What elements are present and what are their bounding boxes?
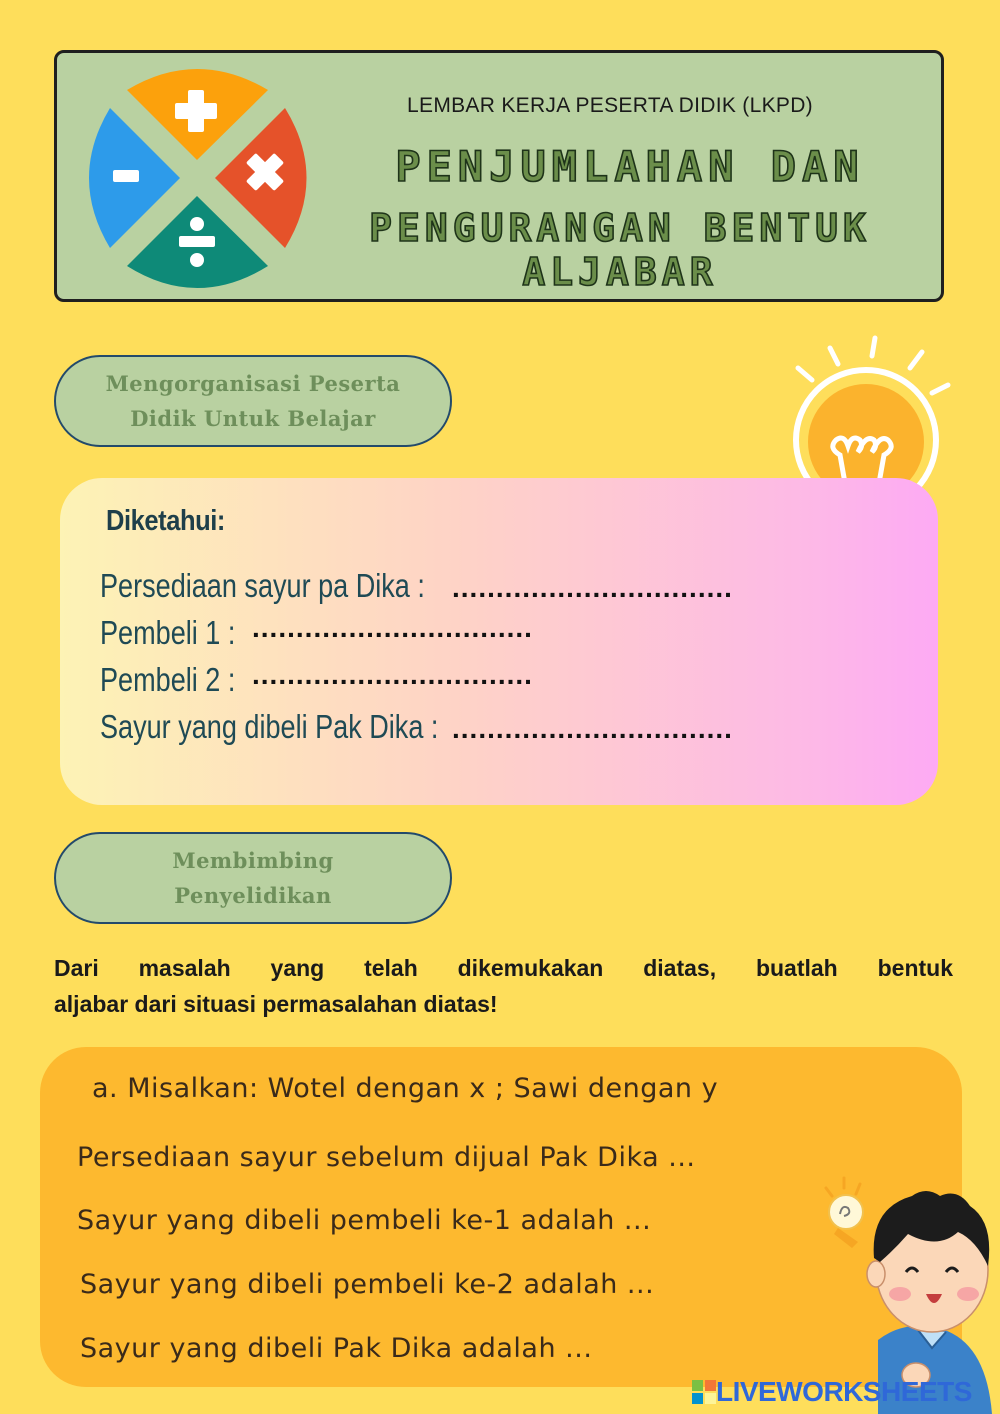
known-item-blank[interactable]: ................................ (252, 659, 533, 690)
section-pill-label: Mengorganisasi Peserta Didik Untuk Belajar (105, 371, 401, 431)
math-operations-logo-icon (80, 60, 315, 300)
worksheet-title-line2: PENGURANGAN BENTUK ALJABAR (369, 206, 871, 294)
worksheet-subtitle: LEMBAR KERJA PESERTA DIDIK (LKPD) (407, 94, 813, 117)
instruction-text (54, 950, 953, 1022)
known-item-label: Pembeli 2 : (100, 661, 236, 698)
liveworksheets-brand (692, 1376, 972, 1408)
known-item-blank[interactable]: ................................ (452, 713, 733, 744)
task-line: Sayur yang dibeli Pak Dika adalah ... (80, 1333, 593, 1364)
known-item-label: Sayur yang dibeli Pak Dika : (100, 708, 439, 745)
known-item-blank[interactable]: ................................ (252, 612, 533, 643)
worksheet-title-line1: PENJUMLAHAN DAN (395, 142, 865, 191)
brand-wordmark: LIVEWORKSHEETS (716, 1376, 972, 1407)
task-line: Persediaan sayur sebelum dijual Pak Dika ... (77, 1142, 696, 1173)
known-heading: Diketahui: (106, 505, 225, 537)
section-pill-organize (54, 355, 452, 447)
small-idea-bulb-icon (826, 1178, 863, 1248)
task-intro: a. Misalkan: Wotel dengan x ; Sawi dengan y (92, 1073, 719, 1104)
known-item-blank[interactable]: ................................ (452, 572, 733, 603)
known-item-label: Persediaan sayur pa Dika : (100, 567, 425, 604)
task-line: Sayur yang dibeli pembeli ke-2 adalah ... (80, 1269, 655, 1300)
instruction-line: aljabar dari situasi permasalahan diatas! (54, 991, 498, 1017)
liveworksheets-logo-icon (692, 1380, 716, 1404)
instruction-line: Dari masalah yang telah dikemukakan diatas, buatlah bentuk (54, 955, 953, 981)
section-pill-label: Membimbing Penyelidikan (172, 848, 334, 908)
task-line: Sayur yang dibeli pembeli ke-1 adalah ... (77, 1205, 652, 1236)
known-item-label: Pembeli 1 : (100, 614, 236, 651)
section-pill-investigation (54, 832, 452, 924)
